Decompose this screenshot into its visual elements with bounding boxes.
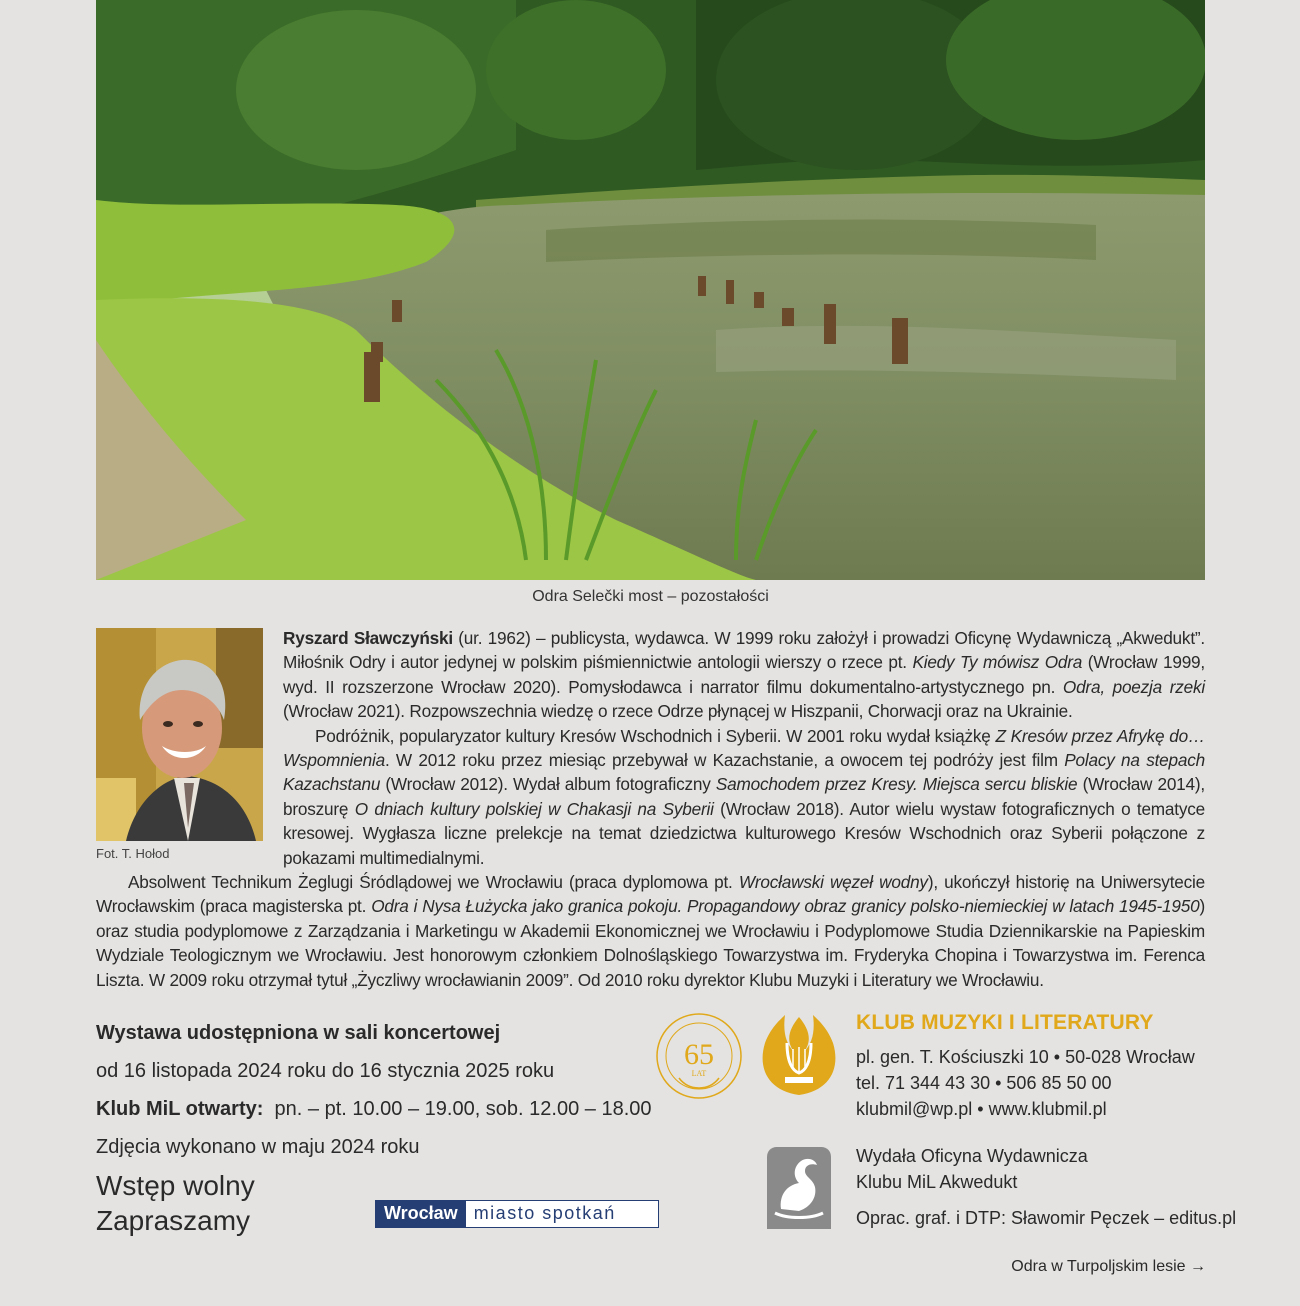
author-name: Ryszard Sławczyński — [283, 628, 453, 648]
bio-text: ), ukończył historię na Uniwersytecie Wrocławskim (praca magisterska pt. — [96, 872, 1206, 917]
club-phone: tel. 71 344 43 30 • 506 85 50 00 — [856, 1073, 1112, 1093]
brochure-title: O dniach kultury polskiej w Chakasji na Syberii — [354, 798, 714, 819]
bio-text: Absolwent Technikum Żeglugi Śródlądowej we Wrocławiu (praca dyplomowa pt. — [128, 872, 739, 892]
portrait-credit: Fot. T. Hołod — [96, 846, 170, 861]
river-photo — [96, 0, 1205, 580]
publisher-line: Wydała Oficyna Wydawnicza — [856, 1146, 1088, 1166]
club-address: pl. gen. T. Kościuszki 10 • 50-028 Wrocław — [856, 1047, 1195, 1067]
film-title: Odra, poezja rzeki — [1062, 676, 1206, 697]
opening-hours: pn. – pt. 10.00 – 19.00, sob. 12.00 – 18.00 — [274, 1098, 652, 1120]
thesis-title: Wrocławski węzeł wodny — [738, 872, 928, 892]
photo-date-note: Zdjęcia wykonano w maju 2024 roku — [96, 1136, 420, 1158]
book-title: Z Kresów przez Afrykę do… Wspomnienia — [283, 725, 1205, 771]
opening-hours-label: Klub MiL otwarty: — [96, 1098, 264, 1120]
club-contact — [856, 1044, 1195, 1122]
dtp-credit: Oprac. graf. i DTP: Sławomir Pęczek – editus.pl — [856, 1208, 1237, 1228]
invitation: Zapraszamy — [96, 1205, 251, 1236]
wroclaw-logo-slogan: miasto spotkań — [473, 1203, 616, 1223]
club-title: KLUB MUZYKI I LITERATURY — [856, 1011, 1154, 1034]
bio-text: (ur. 1962) – publicysta, wydawca. W 1999 roku założył i prowadzi Oficynę Wydawniczą „Akwedukt”. Miłośnik Odry i autor jedynej w polskim piśmiennictwie antologii wierszy o rzece pt. — [283, 628, 1205, 673]
album-title: Samochodem przez Kresy. Miejsca sercu bliskie — [715, 774, 1078, 795]
swan-logo-icon — [767, 1147, 831, 1229]
author-portrait — [96, 628, 263, 841]
book-title: Kiedy Ty mówisz Odra — [912, 652, 1083, 673]
free-entry: Wstęp wolny — [96, 1170, 255, 1201]
film-title: Polacy na stepach Kazachstanu — [283, 750, 1205, 795]
bio-text: . W 2012 roku przez miesiąc przebywał w Kazachstanie, a owocem tej podróży jest film — [384, 750, 1065, 771]
exhibition-venue: Wystawa udostępniona w sali koncertowej — [96, 1022, 501, 1044]
seal-sub: LAT — [691, 1069, 707, 1078]
exhibition-info — [96, 1014, 652, 1166]
publisher-info — [856, 1143, 1088, 1195]
bio-text: (Wrocław 2014), broszurę — [283, 774, 1205, 819]
bio-text: ) oraz studia podyplomowe z Zarządzania i Marketingu w Akademii Ekonomicznej we Wrocławiu i Podyplomowe Studia Dziennikarskie na Papieskim Wydziale Teologicznym we Wrocławiu. Jest honorowym członkiem Dolnośląskiego Towarzystwa im. Fryderyka Chopina i Towarzystwa im. Ferenca Liszta. W 2009 roku otrzymał tytuł „Życzliwy wrocławianin 2009”. Od 2010 roku dyrektor Klubu Muzyki i Literatury we Wrocławiu. — [96, 896, 1205, 990]
thesis-title: Odra i Nysa Łużycka jako granica pokoju. Propagandowy obraz granicy polsko-niemieckiej w latach 1945-1950 — [371, 896, 1200, 917]
bio-text: (Wrocław 2018). Autor wielu wystaw fotograficznych o tematyce kresowej. Wygłasza liczne prelekcje na temat dziedzictwa kulturowego Kresów Wschodnich oraz Syberii połączone z pokazami multimedialnymi. — [283, 798, 1206, 868]
bio-text: (Wrocław 2012). Wydał album fotograficzny — [380, 774, 716, 795]
bio-text: (Wrocław 2021). Rozpowszechnia wiedzę o rzece Odrze płynącej w Hiszpanii, Chorwacji oraz na Ukrainie. — [283, 701, 1073, 722]
anniversary-seal-icon — [655, 1012, 743, 1100]
seal-number: 65 — [684, 1038, 714, 1071]
biography-upper — [283, 626, 1205, 870]
welcome-text — [96, 1168, 255, 1238]
next-page-link[interactable]: Odra w Turpoljskim lesie → — [1011, 1258, 1206, 1275]
club-web: klubmil@wp.pl • www.klubmil.pl — [856, 1099, 1107, 1119]
lyre-logo-icon — [755, 1013, 843, 1097]
wroclaw-logo — [375, 1200, 659, 1228]
bio-text: (Wrocław 1999, wyd. II rozszerzone Wrocław 2020). Pomysłodawca i narrator filmu dokumentalno-artystycznego pn. — [283, 652, 1205, 697]
biography-lower — [96, 870, 1205, 992]
photo-caption: Odra Selečki most – pozostałości — [532, 588, 769, 605]
bio-text: Podróżnik, popularyzator kultury Kresów Wschodnich i Syberii. W 2001 roku wydał książkę — [315, 725, 996, 746]
publisher-line: Klubu MiL Akwedukt — [856, 1172, 1018, 1192]
wroclaw-logo-name: Wrocław — [376, 1201, 466, 1227]
exhibition-dates: od 16 listopada 2024 roku do 16 stycznia 2025 roku — [96, 1060, 555, 1082]
